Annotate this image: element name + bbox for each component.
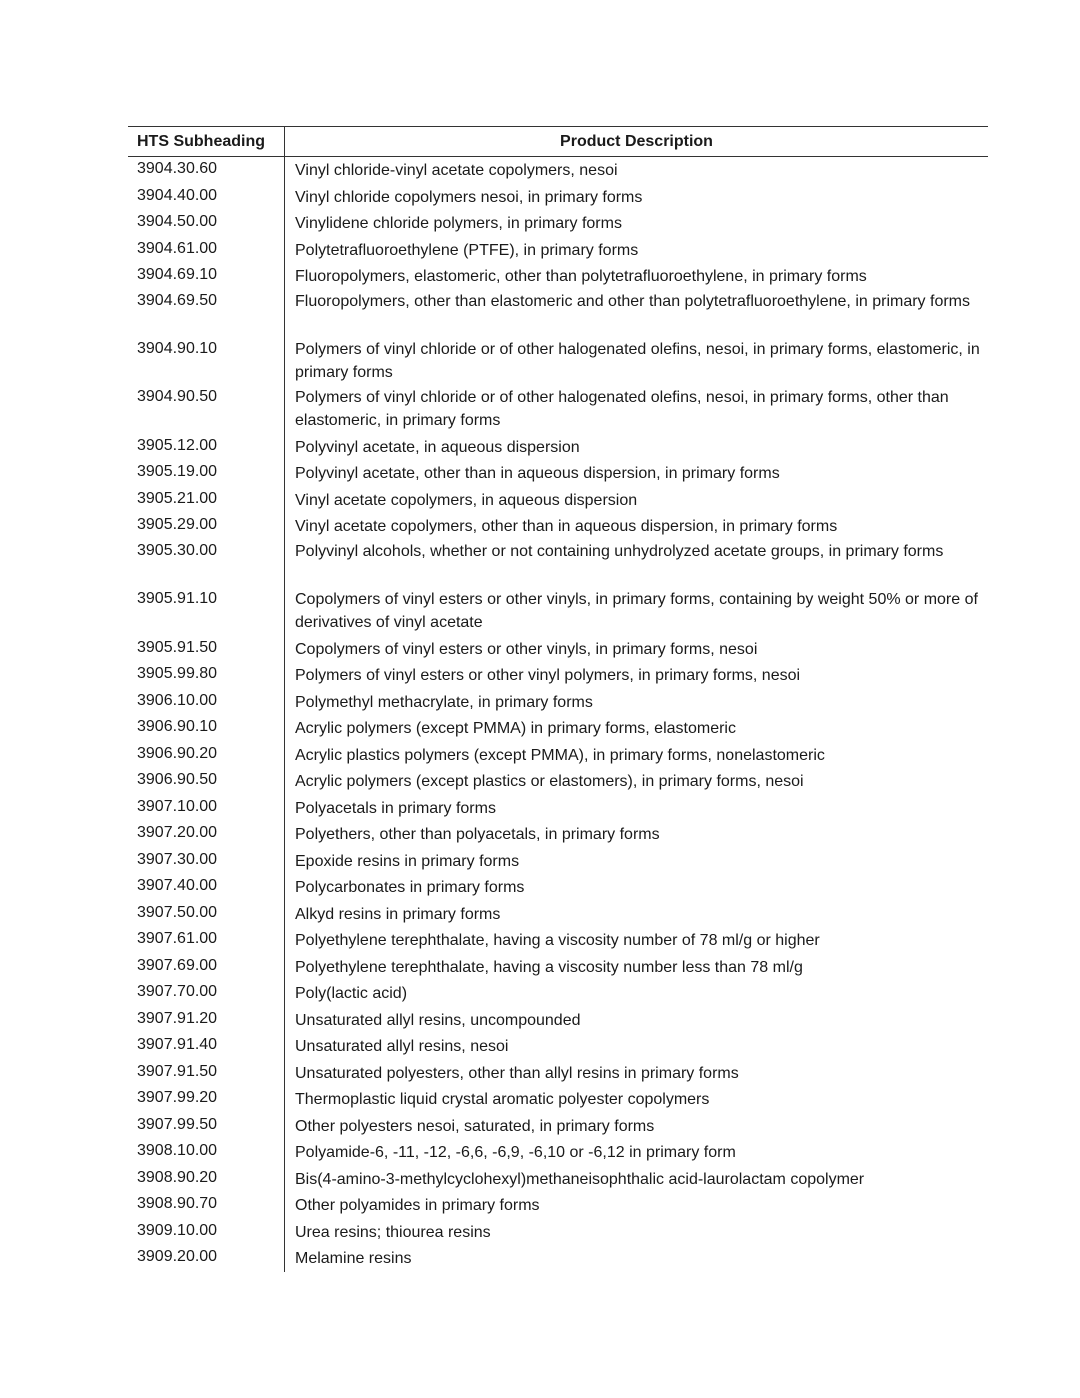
hts-code-cell: 3909.10.00: [128, 1219, 285, 1246]
hts-code-cell: 3904.69.10: [128, 263, 285, 290]
table-row: [128, 460, 988, 487]
table-row: [128, 689, 988, 716]
table-row: [128, 540, 988, 588]
table-row: [128, 1192, 988, 1219]
table-row: [128, 157, 988, 184]
product-description-cell: Polycarbonates in primary forms: [295, 879, 525, 896]
hts-code-cell: 3904.30.60: [128, 157, 285, 184]
hts-table: [128, 126, 988, 1272]
hts-code-cell: 3904.90.50: [128, 386, 285, 434]
table-row: [128, 1033, 988, 1060]
hts-code-cell: 3904.40.00: [128, 184, 285, 211]
hts-code-cell: 3907.50.00: [128, 901, 285, 928]
product-description-cell: Polyethers, other than polyacetals, in primary forms: [295, 826, 660, 843]
product-description-cell: Alkyd resins in primary forms: [295, 905, 501, 923]
hts-code-cell: 3907.91.50: [128, 1060, 285, 1087]
product-description-cell: Polymers of vinyl esters or other vinyl polymers, in primary forms, nesoi: [295, 667, 801, 684]
product-description-cell: Other polyamides in primary forms: [295, 1197, 540, 1214]
hts-code-cell: 3907.70.00: [128, 980, 285, 1007]
product-description-cell: Acrylic polymers (except plastics or elastomers), in primary forms, nesoi: [295, 773, 804, 790]
table-row: [128, 1219, 988, 1246]
product-description-cell: Polytetrafluoroethylene (PTFE), in primary forms: [295, 241, 639, 259]
hts-code-cell: 3908.90.20: [128, 1166, 285, 1193]
product-description-cell: Melamine resins: [295, 1250, 412, 1267]
product-description-cell: Polymers of vinyl chloride or of other halogenated olefins, nesoi, in primary forms, elastomeric, in primary forms: [295, 340, 980, 381]
hts-code-cell: 3907.61.00: [128, 927, 285, 954]
table-row: [128, 434, 988, 461]
table-row: [128, 821, 988, 848]
hts-code-cell: 3908.90.70: [128, 1192, 285, 1219]
table-row: [128, 874, 988, 901]
table-row: [128, 1060, 988, 1087]
hts-code-cell: 3906.90.10: [128, 715, 285, 742]
product-description-cell: Vinyl acetate copolymers, in aqueous dispersion: [295, 491, 638, 509]
table-row: [128, 742, 988, 769]
product-description-cell: Urea resins; thiourea resins: [295, 1223, 491, 1241]
table-row: [128, 1139, 988, 1166]
product-description-cell: Vinylidene chloride polymers, in primary forms: [295, 215, 622, 232]
product-description-cell: Thermoplastic liquid crystal aromatic polyester copolymers: [295, 1091, 710, 1108]
table-row: [128, 487, 988, 514]
table-row: [128, 662, 988, 689]
table-row: [128, 588, 988, 636]
table-row: [128, 927, 988, 954]
hts-code-cell: 3907.20.00: [128, 821, 285, 848]
hts-code-cell: 3907.69.00: [128, 954, 285, 981]
table-body: [128, 157, 988, 1272]
hts-code-cell: 3907.91.20: [128, 1007, 285, 1034]
table-row: [128, 768, 988, 795]
hts-code-cell: 3905.12.00: [128, 434, 285, 461]
table-row: [128, 1086, 988, 1113]
table-row: [128, 795, 988, 822]
hts-code-cell: 3905.29.00: [128, 513, 285, 540]
hts-code-cell: 3905.21.00: [128, 487, 285, 514]
table-row: [128, 513, 988, 540]
table-row: [128, 901, 988, 928]
header-product-description: Product Description: [560, 133, 713, 150]
hts-code-cell: 3907.99.50: [128, 1113, 285, 1140]
hts-code-cell: 3907.91.40: [128, 1033, 285, 1060]
product-description-cell: Copolymers of vinyl esters or other vinyls, in primary forms, nesoi: [295, 640, 758, 658]
table-row: [128, 386, 988, 434]
product-description-cell: Vinyl chloride-vinyl acetate copolymers, nesoi: [295, 162, 618, 179]
table-row: [128, 263, 988, 290]
product-description-cell: Fluoropolymers, elastomeric, other than polytetrafluoroethylene, in primary forms: [295, 268, 867, 285]
product-description-cell: Poly(lactic acid): [295, 985, 408, 1002]
product-description-cell: Unsaturated polyesters, other than allyl resins in primary forms: [295, 1064, 739, 1082]
product-description-cell: Vinyl chloride copolymers nesoi, in primary forms: [295, 188, 643, 206]
hts-code-cell: 3905.99.80: [128, 662, 285, 689]
table-row: [128, 184, 988, 211]
product-description-cell: Epoxide resins in primary forms: [295, 852, 520, 870]
product-description-cell: Polyvinyl acetate, in aqueous dispersion: [295, 438, 580, 456]
product-description-cell: Polyamide-6, -11, -12, -6,6, -6,9, -6,10 or -6,12 in primary form: [295, 1144, 736, 1161]
product-description-cell: Copolymers of vinyl esters or other vinyls, in primary forms, containing by weight 50% or more of derivatives of vinyl acetate: [295, 590, 978, 631]
hts-code-cell: 3907.99.20: [128, 1086, 285, 1113]
hts-code-cell: 3905.30.00: [128, 540, 285, 588]
product-description-cell: Unsaturated allyl resins, uncompounded: [295, 1011, 581, 1029]
table-row: [128, 715, 988, 742]
product-description-cell: Acrylic plastics polymers (except PMMA), in primary forms, nonelastomeric: [295, 746, 825, 764]
product-description-cell: Other polyesters nesoi, saturated, in primary forms: [295, 1117, 655, 1135]
hts-code-cell: 3905.19.00: [128, 460, 285, 487]
hts-code-cell: 3907.10.00: [128, 795, 285, 822]
hts-code-cell: 3904.50.00: [128, 210, 285, 237]
product-description-cell: Polymers of vinyl chloride or of other halogenated olefins, nesoi, in primary forms, other than elastomeric, in primary forms: [295, 388, 949, 429]
table-row: [128, 338, 988, 386]
hts-code-cell: 3906.90.20: [128, 742, 285, 769]
table-row: [128, 980, 988, 1007]
header-hts-subheading: HTS Subheading: [128, 127, 285, 156]
table-row: [128, 636, 988, 663]
table-row: [128, 237, 988, 264]
hts-code-cell: 3904.61.00: [128, 237, 285, 264]
hts-code-cell: 3905.91.50: [128, 636, 285, 663]
hts-code-cell: 3907.40.00: [128, 874, 285, 901]
hts-code-cell: 3907.30.00: [128, 848, 285, 875]
product-description-cell: Acrylic polymers (except PMMA) in primary forms, elastomeric: [295, 720, 736, 737]
hts-code-cell: 3904.90.10: [128, 338, 285, 386]
hts-code-cell: 3906.10.00: [128, 689, 285, 716]
table-row: [128, 1166, 988, 1193]
hts-code-cell: 3906.90.50: [128, 768, 285, 795]
table-row: [128, 954, 988, 981]
hts-code-cell: 3908.10.00: [128, 1139, 285, 1166]
table-row: [128, 290, 988, 338]
table-row: [128, 1007, 988, 1034]
product-description-cell: Polyacetals in primary forms: [295, 799, 496, 817]
hts-code-cell: 3905.91.10: [128, 588, 285, 636]
table-header: [128, 126, 988, 157]
product-description-cell: Vinyl acetate copolymers, other than in aqueous dispersion, in primary forms: [295, 518, 838, 535]
product-description-cell: Bis(4-amino-3-methylcyclohexyl)methaneisophthalic acid-laurolactam copolymer: [295, 1170, 865, 1188]
product-description-cell: Polyvinyl acetate, other than in aqueous dispersion, in primary forms: [295, 465, 780, 482]
hts-code-cell: 3909.20.00: [128, 1245, 285, 1272]
table-row: [128, 1245, 988, 1272]
product-description-cell: Polyethylene terephthalate, having a viscosity number less than 78 ml/g: [295, 958, 803, 976]
table-row: [128, 848, 988, 875]
table-row: [128, 210, 988, 237]
table-row: [128, 1113, 988, 1140]
product-description-cell: Polymethyl methacrylate, in primary forms: [295, 693, 593, 711]
product-description-cell: Polyvinyl alcohols, whether or not containing unhydrolyzed acetate groups, in primary forms: [295, 542, 944, 560]
product-description-cell: Fluoropolymers, other than elastomeric and other than polytetrafluoroethylene, in primary forms: [295, 292, 970, 310]
product-description-cell: Polyethylene terephthalate, having a viscosity number of 78 ml/g or higher: [295, 932, 820, 949]
product-description-cell: Unsaturated allyl resins, nesoi: [295, 1038, 509, 1055]
hts-code-cell: 3904.69.50: [128, 290, 285, 338]
